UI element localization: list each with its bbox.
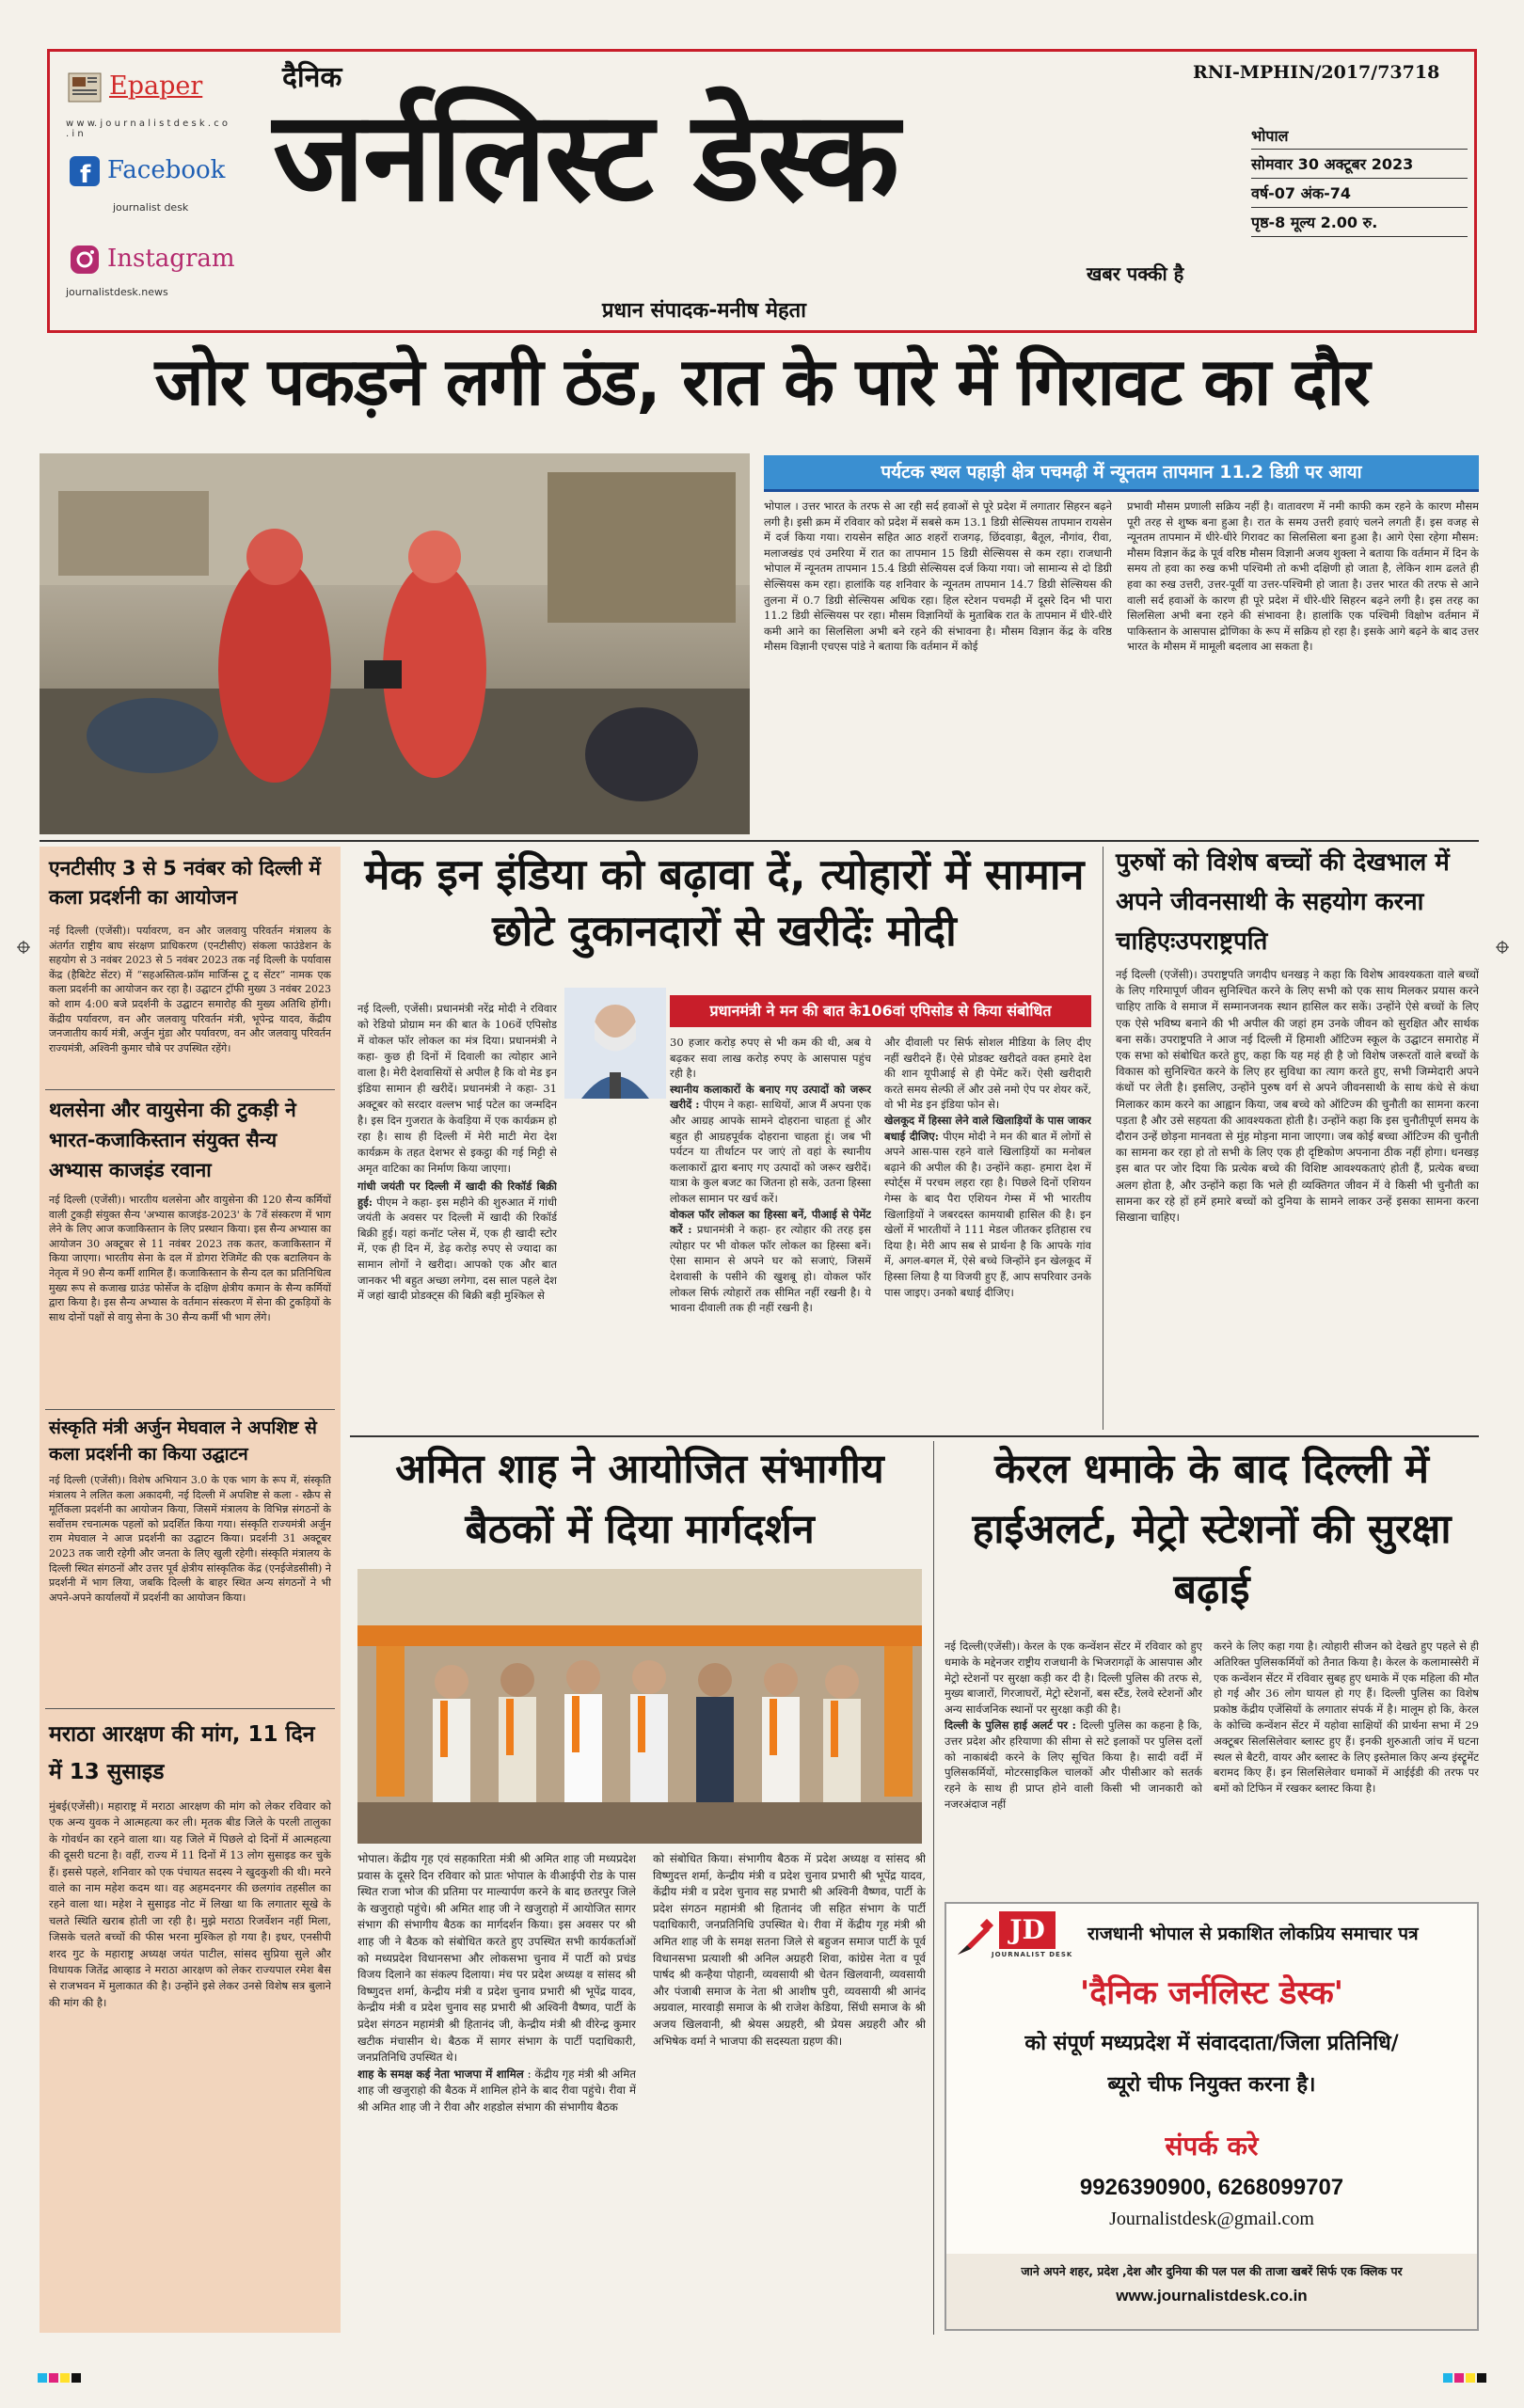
left-rule3 <box>45 1708 335 1709</box>
shah-col2: को संबोधित किया। संभागीय बैठक में प्रदेश अध्यक्ष व सांसद श्री विष्णुदत्त शर्मा, केन्द्रीय मंत्री व प्रदेश चुनाव प्रभारी श्री भूपेंद्र यादव, केंद्रीय मंत्री व प्रदेश चुनाव सह प्रभारी श्री अश्विनी वैष्णव, पार्टी के प्रदेश संगठन महामंत्री श्री हितानंद जी सहित संभाग के पार्टी पदाधिकारी, जनप्रतिनिधि उपस्थित थे। रीवा में केंद्रीय गृह मंत्री श्री अमित शाह जी के समक्ष सतना जिले से बहुजन समाज पार्टी के पूर्व विधानसभा प्रत्याशी श्री अनिल अग्रहरी शिवा, कांग्रेस नेता व पूर्व पार्षद श्री कन्हैया पोहानी, व्यवसायी श्री चेतन खिलवानी, व्यवसायी और पंजाबी समाज के नेता श्री आशीष पुरी, व्यवसायी श्री आनंद अग्रवाल, मारवाड़ी समाज के श्री राजेश केडिया, सिंधी समाज के श्री अजय खिलवानी, श्री श्रेयस अग्रहरी, श्री प्रेयस अग्रहरी और श्री अभिषेक वर्मा ने भाजपा की सदस्यता ग्रहण की। <box>653 1852 926 2048</box>
epaper-link[interactable] <box>66 68 230 143</box>
newspaper-icon <box>66 71 103 105</box>
modi-sub-vocal-local: वोकल फॉर लोकल का हिस्सा बनें, पीआई से पेमेंट करें : <box>670 1207 871 1237</box>
lead-subhead-banner <box>764 455 1479 492</box>
lead-body-col2: प्रभावी मौसम प्रणाली सक्रिय नहीं है। वातावरण में नमी काफी कम रहने के कारण मौसम पूरी तरह से शुष्क बना हुआ है। रात के समय उत्तरी हवाएं चलने लगती हैं। इस वजह से न्यूनतम तापमान में धीरे-धीरे गिरावट का सिलसिला बना हुआ है। आगे ऐसा रहेगा मौसम: मौसम विज्ञान केंद्र के पूर्व वरिष्ठ मौसम विज्ञानी अजय शुक्ला ने बताया कि वर्तमान में दिन के समय तो हवा का रुख कभी पश्चिमी तो कभी दक्षिणी हो जाता है, लेकिन शाम ढलते ही हवा का रुख उत्तरी, उत्तर-पूर्वी या उत्तर-पश्चिमी हो जाता है। उत्तर भारत की तरफ से आने वाली सर्द हवाओं के कारण ही पूरे प्रदेश में धीरे-धीरे सिहरन बढ़ने लगी है। इस तरह का सिलसिला अभी बना रहने की संभावना है। हालांकि एक पश्चिमी विक्षोभ वर्तमान में पाकिस्तान के आसपास द्रोणिका के रूप में सक्रिय हो रहा है। इसके आगे बढ़ने के बाद उत्तर भारत के मौसम में मामूली बदलाव आ सकता है। <box>1127 499 1479 654</box>
pen-icon <box>954 1917 995 1958</box>
modi-col2 <box>670 1035 871 1426</box>
kerala-col1-text: नई दिल्ली(एजेंसी)। केरल के एक कन्वेंशन सेंटर में रविवार को हुए धमाके के मद्देनजर राष्ट्रीय राजधानी के भिजरागढ़ों के आसपास और मेट्रो स्टेशनों पर सुरक्षा कड़ी कर दी है। दिल्ली पुलिस की तरफ से, मुख्य बाजारों, गिरजाघरों, मेट्रो स्टेशनों, बस स्टैंड, रेलवे स्टेशनों और अन्य सार्वजनिक स्थानों पर सुरक्षा कड़ी की है। <box>945 1640 1202 1717</box>
modi-sub-local-artists: स्थानीय कलाकारों के बनाए गए उत्पादों को जरूर खरीदें : <box>670 1082 871 1112</box>
issue-info <box>1251 122 1468 237</box>
facebook-link[interactable] <box>66 154 230 230</box>
registration-mark-icon <box>17 941 30 954</box>
modi-col2b-text: पीएम ने कहा- साथियों, आज मैं अपना एक और आग्रह आपके सामने दोहराना चाहता हूं और बहुत ही आग्रहपूर्वक दोहराना चाहता हूं। जब भी पर्यटन या तीर्थाटन पर जाएं तो वहां के स्थानीय कलाकारों द्वारा बनाए गए उत्पादों को जरूर खरीदें। यात्रा के कुल बजट का जितना हो सके, उतना हिस्सा लोकल सामान पर खर्च करें। <box>670 1098 871 1205</box>
modi-banner <box>670 995 1091 1027</box>
modi-col2-text: 30 हजार करोड़ रुपए से भी कम की थी, अब ये बढ़कर सवा लाख करोड़ रुपए के आसपास पहुंच रही है। <box>670 1036 871 1081</box>
issue-year: वर्ष-07 अंक-74 <box>1251 179 1468 208</box>
ad-paper-name: 'दैनिक जर्नलिस्ट डेस्क' <box>1079 1974 1344 2012</box>
masthead-editor: प्रधान संपादक-मनीष मेहता <box>602 299 806 323</box>
instagram-icon <box>68 243 102 277</box>
instagram-link[interactable] <box>66 243 235 312</box>
left-rule1 <box>45 1089 335 1090</box>
left-story1-body: नई दिल्ली (एजेंसी)। पर्यावरण, वन और जलवायु परिवर्तन मंत्रालय के अंतर्गत राष्ट्रीय बाघ संरक्षण प्राधिकरण (एनटीसीए) संकला फाउंडेशन के सहयोग से 3 नवंबर 2023 से 5 नवंबर 2023 तक नई दिल्ली के पर्यावास केंद्र (हैबिटेट सेंटर) में “सहअस्तित्व-फ्रॉम मार्जिन्स टू द सेंटर” नामक एक कला प्रदर्शनी का आयोजन कर रहा है। उद्घाटन ट्रॉफी मुख्य 3 नवंबर 2023 को शाम 4:00 बजे प्रदर्शनी के उद्घाटन समारोह की मुख्य अतिथि होंगी। केंद्रीय पर्यावरण, वन और जलवायु परिवर्तन मंत्री, भूपेन्द्र यादव, केंद्रीय जनजातीय कार्य मंत्री, अर्जुन मुंडा और पर्यावरण, वन और जलवायु परिवर्तन राज्यमंत्री, अश्विनी कुमार चौबे पर उपस्थित रहेंगे। <box>49 925 331 1054</box>
kerala-headline: केरल धमाके के बाद दिल्ली में हाईअलर्ट, मेट्रो स्टेशनों की सुरक्षा बढ़ाई <box>972 1446 1452 1613</box>
issue-price: पृष्ठ-8 मूल्य 2.00 रु. <box>1251 208 1468 237</box>
facebook-icon <box>68 154 102 188</box>
rule-lead <box>40 840 1479 842</box>
kerala-divider <box>933 1441 934 2335</box>
recruitment-ad <box>945 1902 1479 2331</box>
shah-col1-text: भोपाल। केंद्रीय गृह एवं सहकारिता मंत्री श्री अमित शाह जी मध्यप्रदेश प्रवास के दूसरे दिन रविवार को प्रातः भोपाल के वीआईपी रोड के पास स्थित राजा भोज की प्रतिमा पर माल्यार्पण करने के बाद छतरपुर जिले के खजुराहो पहुंचे। श्री अमित शाह जी ने खजुराहो में आयोजित सागर संभाग की संभागीय बैठक का मार्गदर्शन किया। इस अवसर पर श्री शाह जी ने बैठक को संबोधित करते हुए उपस्थित सभी कार्यकर्ताओं को मध्यप्रदेश विधानसभा और लोकसभा चुनाव में पार्टी को प्रचंड विजय दिलाने का संकल्प दिलाया। मंच पर प्रदेश अध्यक्ष व सांसद श्री विष्णुदत्त शर्मा, केन्द्रीय मंत्री व प्रदेश चुनाव प्रभारी श्री भूपेंद्र यादव, केन्द्रीय मंत्री व प्रदेश चुनाव सह प्रभारी श्री अश्विनी वैष्णव, पार्टी के प्रदेश संगठन महामंत्री श्री हितानंद जी, केन्द्रीय मंत्री श्री वीरेन्द्र कुमार खटीक मंचासीन थे। बैठक में सागर संभाग के पार्टी पदाधिकारी, जनप्रतिनिधि उपस्थित थे। <box>357 1852 636 2065</box>
left-story2-headline: थलसेना और वायुसेना की टुकड़ी ने भारत-कजाकिस्तान संयुक्त सैन्य अभ्यास काजइंड रवाना <box>49 1099 296 1181</box>
masthead-links <box>66 68 235 312</box>
modi-col2-sub2 <box>670 1207 871 1316</box>
lead-photo-street-cold <box>40 453 750 834</box>
shah-col1b-text: : केंद्रीय गृह मंत्री श्री अमित शाह जी खजुराहो की बैठक में शामिल होने के बाद रीवा पहुंचे। रीवा में श्री अमित शाह जी ने रीवा और शहडोल संभाग की संभागीय बैठक <box>357 2067 636 2114</box>
facebook-handle: journalist desk <box>113 201 189 214</box>
left-rule2 <box>45 1409 335 1410</box>
left-story4-body: मुंबई(एजेंसी)। महाराष्ट्र में मराठा आरक्षण की मांग को लेकर रविवार को एक अन्य युवक ने आत्महत्या कर ली। मृतक बीड जिले के परली तालुका के गोवर्धन का रहने वाला था। यह जिले में पिछले दो दिनों में आत्महत्या की दूसरी घटना है। वहीं, राज्य में 11 दिनों में 13 लोग सुसाइड कर चुके हैं। इससे पहले, शनिवार को एक पंचायत सदस्य ने खुदकुशी की थी। मरने वाले का नाम महेश कदम था। वह अहमदनगर की छलगांव तहसील का रहने वाला था। महेश ने सुसाइड नोट में लिखा था कि लगातार सूखे के चलते स्थिति खराब होती जा रही है। मुझे मराठा रिजर्वेशन नहीं मिला, जिसके चलते बच्चों की फीस भरना मुश्किल हो गया है। इधर, एनसीपी शरद गुट के महाराष्ट्र अध्यक्ष जयंत पाटील, सांसद सुप्रिया सुले और विधायक जितेंद्र आव्हाड ने मराठा आरक्षण को लेकर राज्यपाल रमेश बैस से राजभवन में मुलाकात की है। उन्होंने इसे लेकर उनसे विशेष सत्र बुलाने की मांग की है। <box>49 1799 331 2009</box>
shah-headline: अमित शाह ने आयोजित संभागीय बैठकों में दिया मार्गदर्शन <box>395 1446 884 1553</box>
vp-headline: पुरुषों को विशेष बच्चों की देखभाल में अपने जीवनसाथी के सहयोग करना चाहिएःउपराष्ट्रपति <box>1116 848 1450 956</box>
modi-sub-sports: खेलकूद में हिस्सा लेने वाले खिलाड़ियों के पास जाकर बधाई दीजिए: <box>884 1113 1091 1143</box>
modi-col1 <box>357 1001 557 1424</box>
ad-line2: को संपूर्ण मध्यप्रदेश में संवाददाता/जिला प्रतिनिधि/ <box>1024 2032 1399 2055</box>
shah-col1 <box>357 1851 636 2321</box>
registration-mark-icon <box>1496 941 1509 954</box>
masthead-tagline: खबर पक्की है <box>1087 262 1184 285</box>
modi-sub-khadi: गांधी जयंती पर दिल्ली में खादी की रिकॉर्ड बिक्री हुई: <box>357 1180 557 1209</box>
modi-banner-text: प्रधानमंत्री ने मन की बात के106वां एपिसोड से किया संबोधित <box>709 1002 1052 1020</box>
masthead-prefix: दैनिक <box>282 61 342 94</box>
epaper-url: w w w. j o u r n a l i s t d e s k . c o . i n <box>66 119 228 139</box>
modi-col2c-text: प्रधानमंत्री ने कहा- हर त्योहार की तरह इस त्योहार पर भी वोकल फॉर लोकल का हिस्सा बनें। ऐसा सामान से अपने घर को सजाएं, जिसमें देशवासी के पसीने की खुशबू हो। वोकल फॉर लोकल सिर्फ त्योहारों तक सीमित नहीं रखनी है। ये भावना दीवाली तक ही नहीं रखनी है। <box>670 1223 871 1315</box>
modi-col3b-text: पीएम मोदी ने मन की बात में लोगों से अपने आस-पास रहने वाले खिलाड़ियों का मनोबल बढ़ाने की अपील की है। उन्होंने कहा- हमारा देश में स्पोर्ट्स में परचम लहरा रहा है। पिछले दिनों एशियन गेम्स के बाद पैरा एशियन गेम्स में भी भारतीय खिलाड़ियों ने जबरदस्त कामयाबी हासिल की है। इन खेलों में भारतीयों ने 111 मेडल जीतकर इतिहास रच दिया है। मेरी आप सब से प्रार्थना है कि आपके गांव में, अगल-बगल में, ऐसे बच्चे जिन्होंने इन खेलकूद में हिस्सा लिया है या विजयी हुए हैं, आप सपरिवार उनके पास जाइए। उनको बधाई दीजिए। <box>884 1129 1091 1299</box>
modi-col2-sub1 <box>670 1082 871 1207</box>
modi-col1-sub <box>357 1179 557 1304</box>
left-story2-body: नई दिल्ली (एजेंसी)। भारतीय थलसेना और वायुसेना की 120 सैन्य कर्मियों वाली टुकड़ी संयुक्त सैन्य 'अभ्यास काजइंड-2023' के 7वें संस्करण में भाग लेने के लिए आज कजाकिस्तान के लिए प्रस्थान किया। इस सैन्य अभ्यास का आयोजन 30 अक्टूबर से 11 नवंबर 2023 तक कतर, कजाकिस्तान में किया जाएगा। भारतीय सेना के दल में डोगरा रेजिमेंट की एक बटालियन के नेतृत्व में 90 सैन्य कर्मी शामिल हैं। कजाकिस्तान के सैन्य दल का प्रतिनिधित्व मुख्य रूप से कजाख ग्राउंड फोर्सेज के दक्षिण क्षेत्रीय कमान के सैन्य कर्मियों द्वारा किया है। इस सैन्य अभ्यास के वर्तमान संस्करण में सेना की टुकड़ियों के साथ दोनों पक्षों से वायु सेना के 30 सैन्य कर्मी भी भाग लेंगे। <box>49 1194 331 1323</box>
lead-headline: जोर पकड़ने लगी ठंड, रात के पारे में गिरावट का दौर <box>154 343 1370 420</box>
left-story3-headline: संस्कृति मंत्री अर्जुन मेघवाल ने अपशिष्ट से कला प्रदर्शनी का किया उद्घाटन <box>49 1418 317 1465</box>
lead-body-col1: भोपाल । उत्तर भारत के तरफ से आ रही सर्द हवाओं से पूरे प्रदेश में लगातार सिहरन बढ़ने लगी है। इसी क्रम में रविवार को प्रदेश में सबसे कम 13.1 डिग्री सेल्सियस तापमान रायसेन में दर्ज किया गया। रायसेन सहित आठ शहरों राजगढ़, छिंदवाड़ा, बैतूल, नौगांव, रीवा, मलाजखंड एवं उमरिया में रात का तापमान 15 डिग्री सेल्सियस से कम रहा। राजधानी भोपाल में न्यूनतम तापमान 15.4 डिग्री सेल्सियस दर्ज किया गया। जो सामान्य से दो डिग्री सेल्सियस कम रहा। हालांकि यह शनिवार के न्यूनतम तापमान 14.7 डिग्री सेल्सियस की तुलना में 0.7 डिग्री सेल्सियस अधिक रहा। हिल स्टेशन पचमढ़ी में दूसरे दिन भी पारा 11.2 डिग्री सेल्सियस पर रहा। मौसम विज्ञानियों के मुताबिक रात के तापमान में धीरे-धीरे कमी आने का सिलसिला अभी बने रहने की संभावना है। मौसम विज्ञान केंद्र के वरिष्ठ मौसम विज्ञानी एचएस पांडे ने बताया कि वर्तमान में कोई <box>764 499 1112 654</box>
modi-photo <box>564 988 666 1099</box>
ad-logo-mark: JD <box>999 1911 1056 1949</box>
ad-line1: राजधानी भोपाल से प्रकाशित लोकप्रिय समाचार पत्र <box>1087 1924 1419 1944</box>
shah-sub-joining: शाह के समक्ष कई नेता भाजपा में शामिल <box>357 2067 524 2081</box>
ad-footer <box>946 2254 1477 2329</box>
ad-contact-label: संपर्क करे <box>1165 2131 1259 2162</box>
modi-headline: मेक इन इंडिया को बढ़ावा दें, त्योहारों में सामान छोटे दुकानदारों से खरीदेंः मोदी <box>364 849 1085 956</box>
svg-text:f: f <box>80 161 91 188</box>
facebook-label: Facebook <box>107 156 226 184</box>
lead-subhead: पर्यटक स्थल पहाड़ी क्षेत्र पचमढ़ी में न्यूनतम तापमान 11.2 डिग्री पर आया <box>881 462 1362 483</box>
ad-line3: ब्यूरो चीफ नियुक्त करना है। <box>1107 2073 1316 2097</box>
left-story1-headline: एनटीसीए 3 से 5 नवंबर को दिल्ली में कला प्रदर्शनी का आयोजन <box>49 857 321 909</box>
issue-city: भोपाल <box>1251 122 1468 150</box>
kerala-col1-sub <box>945 1718 1202 1813</box>
ad-footer-line: जाने अपने शहर, प्रदेश ,देश और दुनिया की पल पल की ताजा खबरें सिर्फ एक क्लिक पर <box>1021 2264 1403 2278</box>
ad-website[interactable]: www.journalistdesk.co.in <box>1116 2287 1308 2305</box>
modi-col3-sub <box>884 1113 1091 1300</box>
ad-logo <box>954 1911 1080 1964</box>
epaper-label: Epaper <box>109 71 203 101</box>
modi-col3 <box>884 1035 1091 1426</box>
modi-col3-text: और दीवाली पर सिर्फ सोशल मीडिया के लिए दीए नहीं खरीदने हैं। ऐसे प्रोडक्ट खरीदते वक्त हमारे देश की शान यूपीआई से ही पेमेंट करें। ऐसी खरीदारी करते समय सेल्फी लें और उसे नमो ऐप पर शेयर करें, वो भी मेड इन इंडिया फोन से। <box>884 1036 1091 1112</box>
vp-body: नई दिल्ली (एजेंसी)। उपराष्ट्रपति जगदीप धनखड़ ने कहा कि विशेष आवश्यकता वाले बच्चों के लिए गरिमापूर्ण जीवन सुनिश्चित करने के लिए सभी को एक साथ मिलकर प्रयास करने चाहिए ताकि वे समाज में सम्मानजनक स्थान हासिल कर सकें। उन्होंने ऐसे बच्चों के लिए एक ऐसे भविष्य बनाने की भी अपील की जहां हम उनके जीवन को सुरक्षित और सार्थक बना सकें। उपराष्ट्रपति ने आज नई दिल्ली में हिमाशी ऑटिज्म स्कूल के उद्घाटन समारोह में एक सभा को संबोधित करते हुए, कहा कि यह महं ही है जो विशेष जरूरतों वाले बच्चों के विकास को सुनिश्चित करने के लिए हर सुविधा का त्याग करते हुए, सभी जिम्मेदारी अपने कंधों पर लेती है। इसलिए, उन्होंने पुरुष वर्ग से अपने जीवनसाथी के साथ कंधे से कंधा मिलाकर काम करने का आह्वान किया, जब बच्चे को ऑटिज्म की चुनौती का सामना करना पड़ता है और उसे सहयता की आवश्यकता होती है। उन्होंने कहा कि इस चुनौतीपूर्ण समय के दौरान उन्हें छोड़ना मानवता से मुंह मोड़ना माना जाएगा। जब कोई बच्चा ऑटिज्म की चुनौती का सामना कर रहा हो तो सभी के लिए एक ही दृष्टिकोण अपनाना ठीक नहीं होगा। धनखड़ इस बात पर जोर दिया कि प्रत्येक बच्चे की विशिष्ट आवश्यकताएं होती हैं, प्रत्येक बच्चा अलग होता है, और उन्होंने कहा कि भले ही व्यक्तिगत जीवन में वे किसी भी चुनौती का सामना कर रहे हों हमें हमारे बच्चों को दुनिया के सामने लाकर उन्हें इसका सामना करना सिखाना चाहिए। <box>1116 968 1479 1225</box>
ad-email[interactable]: Journalistdesk@gmail.com <box>1109 2209 1314 2229</box>
kerala-col1 <box>945 1639 1202 1893</box>
kerala-col1b-text: दिल्ली पुलिस का कहना है कि, उत्तर प्रदेश और हरियाणा की सीमा से सटे इलाकों पर पुलिस दलों को नाकाबंदी करने के लिए सूचित किया है। सादी वर्दी में पुलिसकर्मियों, मोटरसाइकिल चालकों और पीसीआर को सतर्क रहने के साथ ही प्राप्त होने वाली किसी भी जानकारी को नजरअंदाज नहीं <box>945 1718 1202 1811</box>
modi-col1-text: नई दिल्ली, एजेंसी। प्रधानमंत्री नरेंद्र मोदी ने रविवार को रेडियो प्रोग्राम मन की बात के 106वें एपिसोड में वोकल फॉर लोकल का मंत्र दिया। प्रधानमंत्री ने कहा- कुछ ही दिनों में दिवाली का त्योहार आने वाला है। मेरी देशवासियों से अपील है कि वो मेड इन इंडिया सामान ही खरीदें। प्रधानमंत्री ने कहा- 31 अक्टूबर को सरदार वल्लभ भाई पटेल का जन्मदिन है। इस दिन गुजरात के केवड़िया में एक कार्यक्रम हो रहा है। साथ ही दिल्ली में मेरी माटी मेरा देश कार्यक्रम के तहत देशभर से इकट्ठा की गई मिट्टी से अमृत वाटिका का निर्माण किया जाएगा। <box>357 1002 557 1175</box>
issue-date: सोमवार 30 अक्टूबर 2023 <box>1251 150 1468 179</box>
reg-number: RNI-MPHIN/2017/73718 <box>1193 62 1440 83</box>
rule-mid <box>350 1435 1479 1437</box>
ad-phones[interactable]: 9926390900, 6268099707 <box>1079 2175 1344 2200</box>
shah-col1-sub <box>357 2067 636 2116</box>
left-story3-body: नई दिल्ली (एजेंसी)। विशेष अभियान 3.0 के एक भाग के रूप में, संस्कृति मंत्रालय ने ललित कला अकादमी, नई दिल्ली में अपशिष्ट से कला - स्क्रैप से मूर्तिकला प्रदर्शनी का आयोजन किया, जिसमें मंत्रालय के विभिन्न संगठनों के सर्वोत्तम रचनात्मक पहलों को प्रदर्शित किया गया। संस्कृति राज्यमंत्री अर्जुन राम मेघवाल ने आज प्रदर्शनी का उद्घाटन किया। प्रदर्शनी 31 अक्टूबर 2023 तक जारी रहेगी और जनता के लिए खुली रहेगी। संस्कृति मंत्रालय के दिल्ली स्थित संगठनों और उत्तर पूर्व क्षेत्रीय सांस्कृतिक केंद्र (एनईजेडसीसी) ने प्रदर्शनी में भाग लिया, जबकि दिल्ली के बाहर स्थित अन्य संगठनों ने भी अपने-अपने कार्यालयों में प्रदर्शनी का आयोजन किया। <box>49 1474 331 1604</box>
modi-col1b-text: पीएम ने कहा- इस महीने की शुरुआत में गांधी जयंती के अवसर पर दिल्ली में खादी की रिकॉर्ड बिक्री हुई। यहां कनॉट प्लेस में, एक ही खादी स्टोर में, एक ही दिन में, डेढ़ करोड़ रुपए से ज्यादा का सामान लोगों ने खरीदा। आपको एक और बात जानकर भी बहुत अच्छा लगेगा, दस साल पहले देश में जहां खादी प्रोडक्ट्स की बिक्री बड़ी मुश्किल से <box>357 1195 557 1303</box>
left-rail <box>40 847 341 2333</box>
color-bar <box>38 2370 1486 2384</box>
shah-photo-meeting <box>357 1569 922 1844</box>
instagram-label: Instagram <box>107 245 235 273</box>
left-story4-headline: मराठा आरक्षण की मांग, 11 दिन में 13 सुसाइड <box>49 1722 315 1784</box>
kerala-col2: करने के लिए कहा गया है। त्योहारी सीजन को देखते हुए पहले से ही अतिरिक्त पुलिसकर्मियों को तैनात किया है। केरल के कलामास्सेरी में एक कन्वेंशन सेंटर में रविवार सुबह हुए धमाके में एक महिला की मौत हो गई और 36 लोग घायल हो गए हैं। दिल्ली पुलिस का विशेष प्रकोष्ठ केंद्रीय एजेंसियों के लगातार संपर्क में है। मालूम हो कि, केरल के कोच्चि कन्वेंशन सेंटर में यहोवा साक्षियों की प्रार्थना सभा में 29 अक्टूबर सिलसिलेवार ब्लास्ट हुए हैं। इनकी शुरुआती जांच में घटना स्थल से बैटरी, वायर और ब्लास्ट के लिए इस्तेमाल किए अन्य इंस्ट्रूमेंट बरामद किए हैं। इन सिलसिलेवार धमाकों में आईईडी की तरफ पर बमों को टिफिन में रखकर ब्लास्ट किया है। <box>1214 1640 1479 1796</box>
instagram-handle: journalistdesk.news <box>66 286 168 298</box>
masthead-title: जर्नलिस्ट डेस्क <box>273 85 898 230</box>
ad-logo-sub: JOURNALIST DESK <box>992 1951 1073 1958</box>
kerala-sub-alert: दिल्ली के पुलिस हाई अलर्ट पर : <box>945 1718 1076 1732</box>
